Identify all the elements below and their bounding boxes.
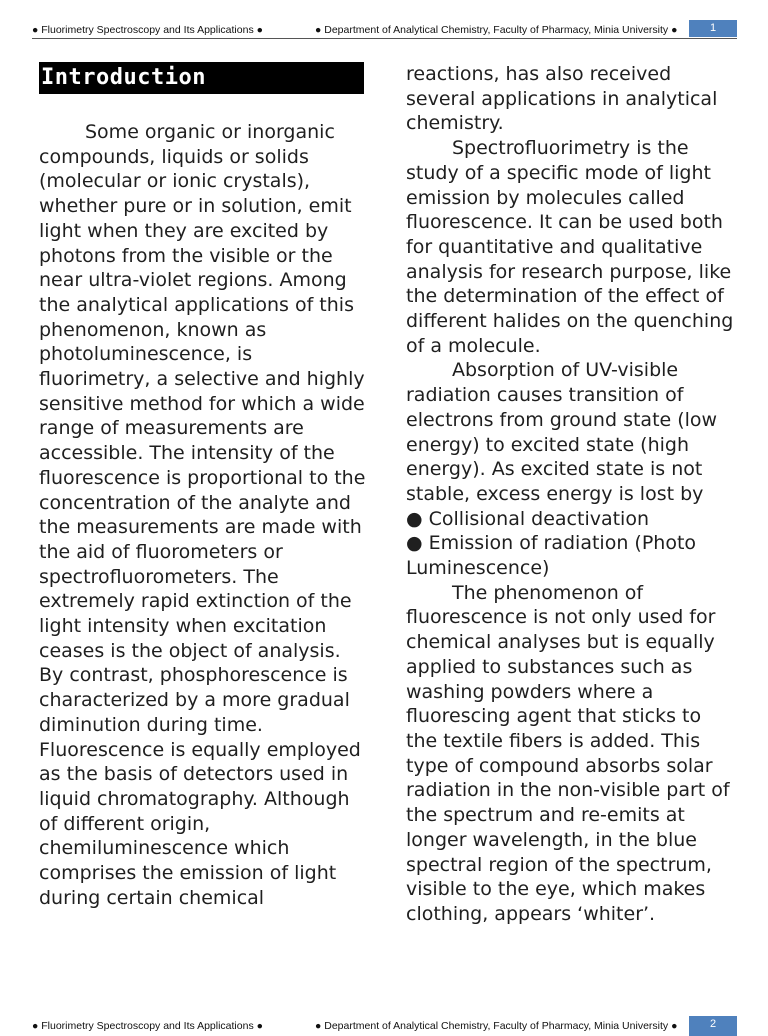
page-header: [32, 18, 737, 39]
header-book-title: ● Fluorimetry Spectroscopy and Its Applications ●: [32, 24, 263, 36]
bullet-item: ● Collisional deactivation: [406, 507, 650, 530]
continuation-paragraph: reactions, has also received several applications in analytical chemistry.: [406, 63, 718, 135]
section-heading: Introduction: [39, 62, 364, 94]
left-column: [39, 62, 369, 911]
page-number-badge: 1: [689, 20, 737, 37]
intro-paragraph: Some organic or inorganic compounds, liquids or solids (molecular or ionic crystals), whether pure or in solution, emit light when they are excited by photons from the visible or the near ultra-violet regions. Among the analytical applications of this phenomenon, known as photoluminescence, is fluorimetry, a selective and highly sensitive method for which a wide range of measurements are accessible. The intensity of the fluorescence is proportional to the concentration of the analyte and the measurements are made with the aid of fluorometers or spectrofluorometers. The extremely rapid extinction of the light intensity when excitation ceases is the object of analysis. By contrast, phosphorescence is characterized by a more gradual diminution during time. Fluorescence is equally employed as the basis of detectors used in liquid chromatography. Although of different origin, chemiluminescence which comprises the emission of light during certain chemical: [39, 121, 366, 909]
next-page-number-badge: 2: [689, 1016, 737, 1036]
footer-department: ● Department of Analytical Chemistry, Faculty of Pharmacy, Minia University ●: [315, 1020, 678, 1032]
header-department: ● Department of Analytical Chemistry, Faculty of Pharmacy, Minia University ●: [315, 24, 678, 36]
absorption-paragraph: Absorption of UV-visible radiation causes transition of electrons from ground state (low energy) to excited state (high energy). As excited state is not stable, excess energy is lost by: [406, 359, 718, 505]
fluorescence-applications-paragraph: The phenomenon of fluorescence is not only used for chemical analyses but is equally applied to substances such as washing powders where a fluorescing agent that sticks to the textile fibers is added. This type of compound absorbs solar radiation in the non-visible part of the spectrum and re-emits at longer wavelength, in the blue spectral region of the spectrum, visible to the eye, which makes clothing, appears ‘whiter’.: [406, 581, 730, 925]
bullet-item: ● Emission of radiation (Photo Luminescence): [406, 532, 697, 580]
spectrofluorimetry-paragraph: Spectrofluorimetry is the study of a specific mode of light emission by molecules called fluorescence. It can be used both for quantitative and qualitative analysis for research purpose, like the determination of the effect of different halides on the quenching of a molecule.: [406, 137, 734, 357]
footer-book-title: ● Fluorimetry Spectroscopy and Its Applications ●: [32, 1020, 263, 1032]
right-column: [406, 62, 736, 927]
next-page-header: [32, 1012, 737, 1032]
